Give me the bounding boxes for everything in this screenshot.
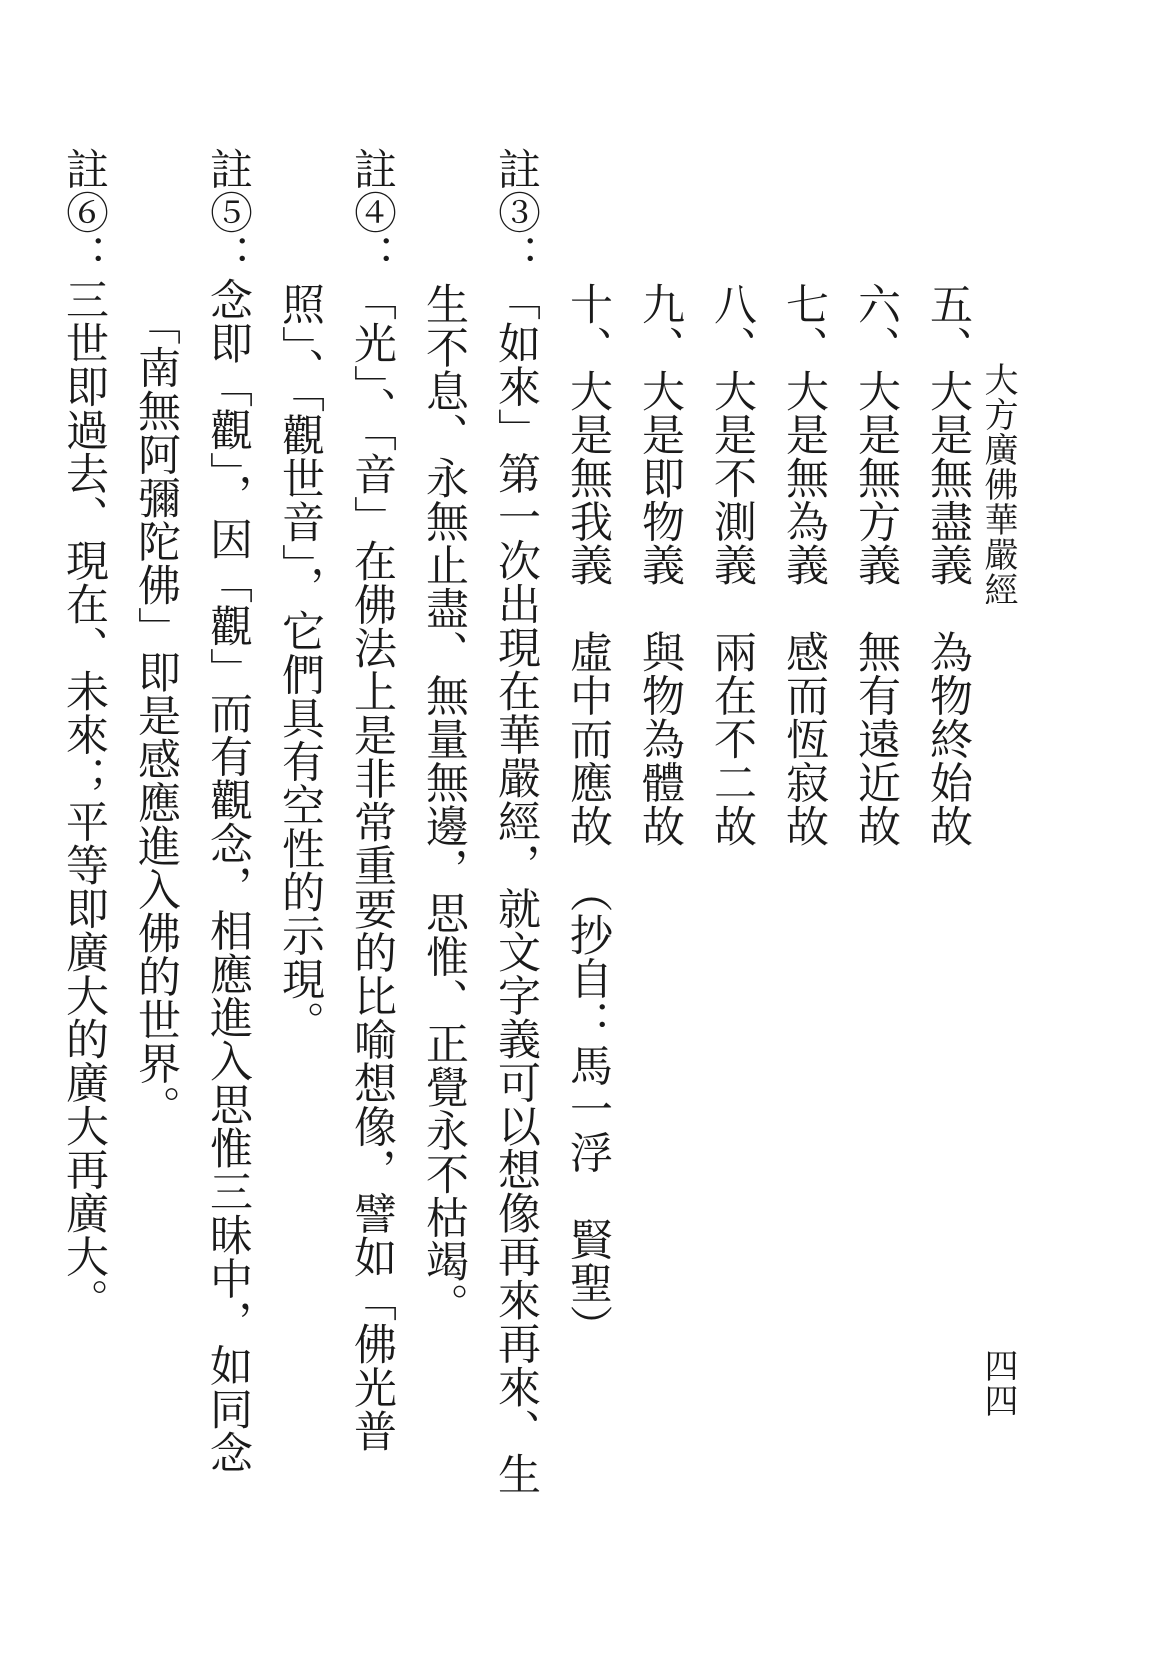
note-6-line-1: 註⑥：三世即過去、現在、未來；平等即廣大的廣大再廣大。 <box>59 147 109 1322</box>
text-line-3: 七、大是無為義 感而恆寂故 <box>779 282 829 848</box>
note-3-line-1: 註③：「如來」第一次出現在華嚴經，就文字義可以想像再來再來、生 <box>491 147 541 1496</box>
note-3-line-2: 生不息、永無止盡、無量無邊，思惟、正覺永不枯竭。 <box>419 282 469 1326</box>
book-title: 大方廣佛華嚴經 <box>978 362 1018 607</box>
text-line-5: 九、大是即物義 與物為體故 <box>635 282 685 848</box>
note-5-line-1: 註⑤：念即「觀」，因「觀」而有觀念，相應進入思惟三昧中，如同念 <box>203 147 253 1474</box>
page-number: 四四 <box>978 1348 1018 1418</box>
note-5-line-2: 「南無阿彌陀佛」即是感應進入佛的世界。 <box>131 302 181 1129</box>
text-line-4: 八、大是不測義 兩在不二故 <box>707 282 757 848</box>
text-line-6: 十、大是無我義 虛中而應故 （抄自：馬一浮 賢聖） <box>563 282 613 1348</box>
note-4-line-2: 照」、「觀世音」，它們具有空性的示現。 <box>275 282 325 1044</box>
note-4-line-1: 註④：「光」、「音」在佛法上是非常重要的比喻想像，譬如「佛光普 <box>347 147 397 1453</box>
text-line-2: 六、大是無方義 無有遠近故 <box>851 282 901 848</box>
text-line-1: 五、大是無盡義 為物終始故 <box>923 282 973 848</box>
